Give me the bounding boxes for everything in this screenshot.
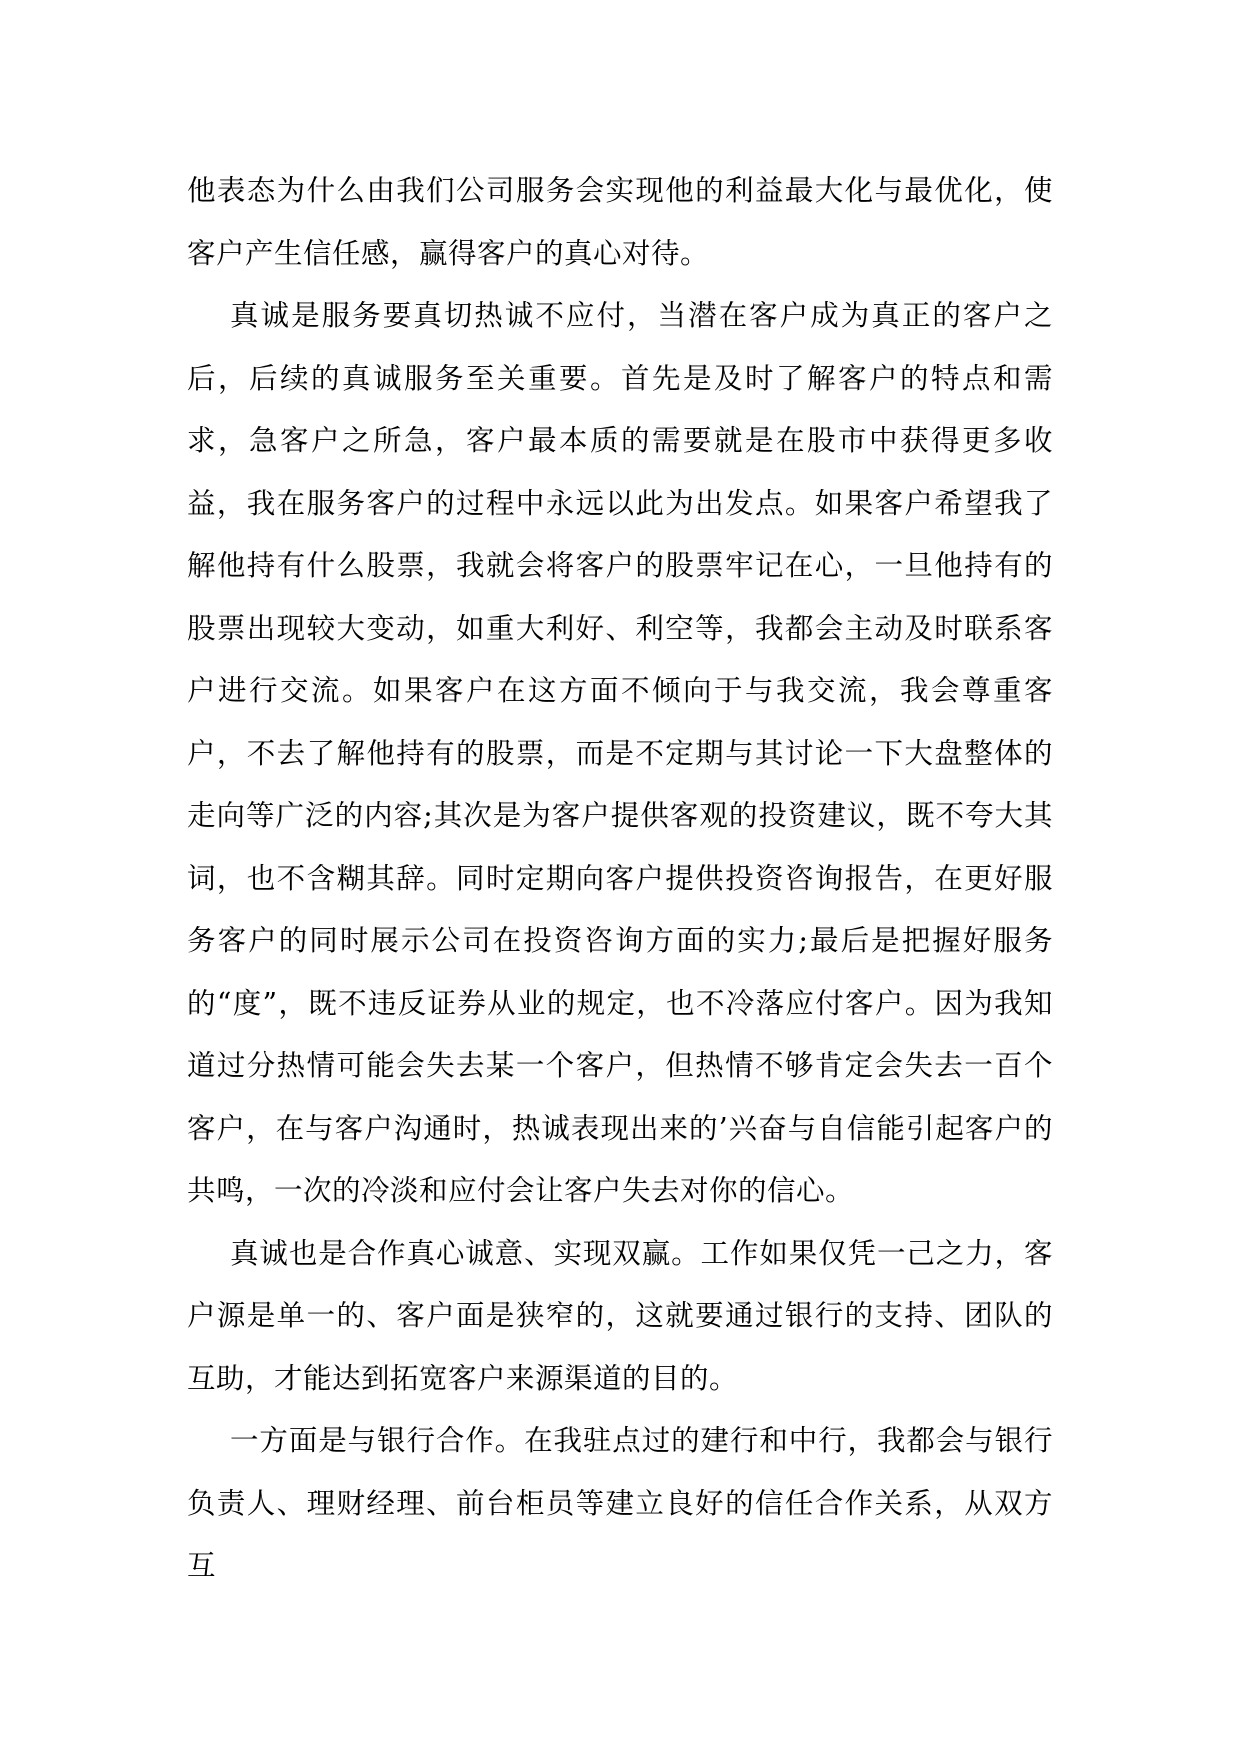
- paragraph-4: 一方面是与银行合作。在我驻点过的建行和中行，我都会与银行负责人、理财经理、前台柜员等建立良好的信任合作关系，从双方互: [187, 1424, 1053, 1582]
- paragraph-3: 真诚也是合作真心诚意、实现双赢。工作如果仅凭一己之力，客户源是单一的、客户面是狭窄的，这就要通过银行的支持、团队的互助，才能达到拓宽客户来源渠道的目的。: [187, 1236, 1053, 1395]
- paragraph-2: 真诚是服务要真切热诚不应付，当潜在客户成为真正的客户之后，后续的真诚服务至关重要。首先是及时了解客户的特点和需求，急客户之所急，客户最本质的需要就是在股市中获得更多收益，我在服务客户的过程中永远以此为出发点。如果客户希望我了解他持有什么股票，我就会将客户的股票牢记在心，一旦他持有的股票出现较大变动，如重大利好、利空等，我都会主动及时联系客户进行交流。如果客户在这方面不倾向于与我交流，我会尊重客户，不去了解他持有的股票，而是不定期与其讨论一下大盘整体的走向等广泛的内容;其次是为客户提供客观的投资建议，既不夸大其词，也不含糊其辞。同时定期向客户提供投资咨询报告，在更好服务客户的同时展示公司在投资咨询方面的实力;最后是把握好服务的“度”，既不违反证券从业的规定，也不冷落应付客户。因为我知道过分热情可能会失去某一个客户，但热情不够肯定会失去一百个客户，在与客户沟通时，热诚表现出来的’兴奋与自信能引起客户的共鸣，一次的冷淡和应付会让客户失去对你的信心。: [187, 299, 1053, 1207]
- paragraph-1: 他表态为什么由我们公司服务会实现他的利益最大化与最优化，使客户产生信任感，赢得客户的真心对待。: [187, 174, 1053, 270]
- document-page: [187, 160, 1053, 1598]
